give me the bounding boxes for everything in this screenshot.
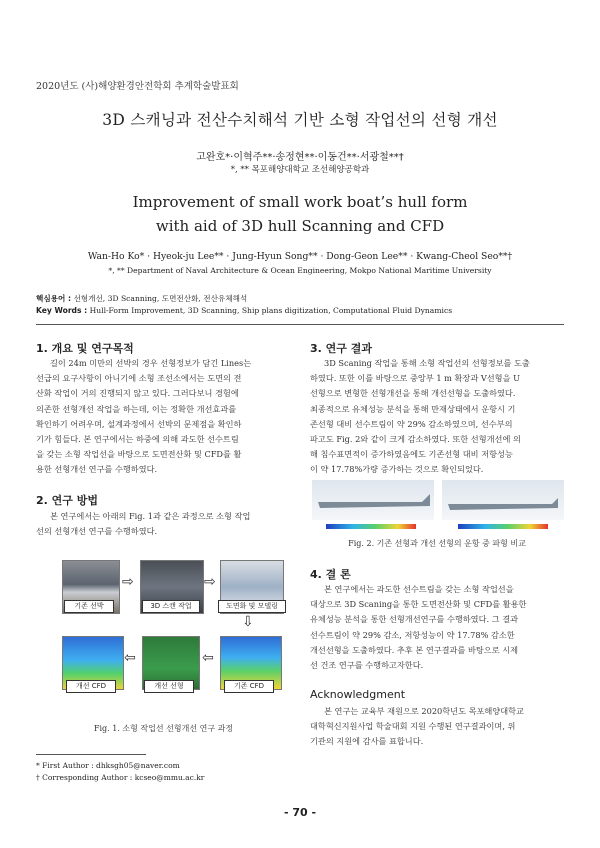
footnote-corresponding-author: † Corresponding Author : kcseo@mmu.ac.kr [36, 773, 205, 782]
text-line: 용한 선형개선 연구를 수행하였다. [36, 464, 158, 475]
improved-hull-wave [442, 480, 564, 520]
acknowledgment-heading: Acknowledgment [310, 688, 406, 701]
arrow-left-icon: ⇦ [124, 650, 136, 666]
section1-heading: 1. 개요 및 연구목적 [36, 342, 134, 355]
text-line: 본 연구에서는 아래의 Fig. 1과 같은 과정으로 소형 작업 [50, 511, 251, 521]
authors-english: Wan-Ho Ko* · Hyeok-ju Lee** · Jung-Hyun Song** · Dong-Geon Lee** · Kwang-Cheol Seo**† [87, 251, 513, 262]
authors-korean: 고완호*·이혁주**·송정현**·이동건**·서광철**† [196, 152, 404, 163]
text-line: 선수트림이 약 29% 감소, 저항성능이 약 17.78% 감소한 [310, 629, 515, 640]
text-line: 개선선형을 도출하였다. 추후 본 연구결과를 바탕으로 시제 [310, 644, 519, 655]
text-line: 선급의 요구사항이 아니기에 소형 조선소에서는 도면의 전 [36, 373, 242, 384]
keywords-korean-text: 선형개선, 3D Scanning, 도면전산화, 전산유체해석 [73, 294, 248, 303]
text-line: 대상으로 3D Scaning을 통한 도면전산화 및 CFD를 활용한 [310, 599, 527, 610]
footnote-first-author: * First Author : dhksgh05@naver.com [36, 761, 180, 770]
arrow-left-icon: ⇦ [202, 650, 214, 666]
acknowledgment-body [310, 704, 564, 750]
arrow-right-icon: ⇨ [204, 574, 216, 590]
text-line: 본 연구는 교육부 재원으로 2020학년도 목포해양대학교 [324, 706, 524, 716]
text-line: 3D Scaning 작업을 통해 소형 작업선의 선형정보를 도출 [324, 358, 530, 368]
arrow-down-icon: ⇩ [242, 614, 254, 630]
text-line: 길이 24m 미만의 선박의 경우 선형정보가 담긴 Lines는 [50, 358, 252, 368]
title-korean: 3D 스캐닝과 전산수치해석 기반 소형 작업선의 선형 개선 [102, 111, 498, 129]
text-line: 본 연구에서는 과도한 선수트림을 갖는 소형 작업선을 [324, 584, 514, 594]
text-line: 이 약 17.78%가량 증가하는 것으로 확인되었다. [310, 464, 484, 475]
keywords-korean [36, 293, 247, 304]
text-line: 확인하기 어려우며, 설계과정에서 선박의 문제점을 확인하 [36, 418, 242, 429]
figure2 [312, 480, 564, 534]
footnote-divider [36, 754, 146, 755]
keywords-english-text: Hull-Form Improvement, 3D Scanning, Ship plans digitization, Computational Fluid Dynamics [89, 306, 453, 315]
wave-pattern-comparison [312, 480, 564, 534]
text-line: 하였다. 또한 이를 바탕으로 중앙부 1 m 확장과 V선형을 U [310, 373, 520, 384]
title-english [0, 190, 600, 238]
fig1-label-improved-cfd: 개선 CFD [66, 680, 116, 693]
text-line: 기관의 지원에 감사를 표합니다. [310, 736, 424, 747]
section3-heading: 3. 연구 결과 [310, 342, 372, 355]
section1-body [36, 356, 291, 478]
section2-heading: 2. 연구 방법 [36, 494, 98, 507]
text-line: 최종적으로 유체성능 분석을 통해 만재상태에서 운항시 기 [310, 403, 516, 414]
text-line: 선 건조 연구를 수행하고자한다. [310, 660, 424, 671]
fig1-label-improved-hull: 개선 선형 [144, 680, 194, 693]
section4-body [310, 582, 564, 673]
title-english-line2: with aid of 3D hull Scanning and CFD [155, 217, 445, 235]
figure2-caption: Fig. 2. 기존 선형과 개선 선형의 운항 중 파형 비교 [348, 539, 526, 548]
section2-body [36, 509, 291, 539]
section4-heading: 4. 결 론 [310, 568, 351, 581]
text-line: 기가 힘들다. 본 연구에서는 하중에 의해 과도한 선수트림 [36, 434, 239, 445]
page-number: - 70 - [283, 806, 317, 819]
figure1 [62, 560, 282, 715]
keywords-english [36, 306, 452, 315]
text-line: 을 갖는 소형 작업선을 바탕으로 도면전산화 및 CFD를 활 [36, 449, 242, 460]
colorbar-improved [458, 524, 548, 529]
title-english-line1: Improvement of small work boat’s hull form [132, 193, 468, 211]
text-line: 선형으로 변형한 선형개선을 통해 개선선형을 도출하였다. [310, 388, 516, 399]
text-line: 유체성능 분석을 통한 선형개선연구를 수행하였다. 그 결과 [310, 614, 519, 625]
section3-body [310, 356, 564, 478]
conference-header: 2020년도 (사)해양환경안전학회 추계학술발표회 [36, 81, 239, 92]
text-line: 해 침수표면적이 증가하였음에도 기존선형 대비 저항성능 [310, 449, 513, 460]
affiliation-korean: *, ** 목포해양대학교 조선해양공학과 [230, 165, 370, 175]
keywords-english-label: Key Words : [36, 306, 88, 315]
text-line: 존선형 대비 선수트림이 약 29% 감소하였으며, 선수부의 [310, 418, 513, 429]
fig1-label-existing-cfd: 기존 CFD [224, 680, 274, 693]
colorbar-existing [326, 524, 416, 529]
existing-hull-wave [312, 480, 434, 520]
arrow-right-icon: ⇨ [122, 574, 134, 590]
divider [36, 324, 564, 325]
fig1-label-3d-scan: 3D 스캔 작업 [142, 600, 200, 613]
text-line: 산화 작업이 거의 진행되지 않고 있다. 그러다보니 경험에 [36, 388, 239, 399]
text-line: 선의 선형개선 연구를 수행하였다. [36, 526, 158, 537]
fig1-label-existing-ship: 기존 선박 [64, 600, 114, 613]
figure1-caption: Fig. 1. 소형 작업선 선형개선 연구 과정 [93, 724, 234, 733]
footnotes [36, 760, 204, 784]
text-line: 파고도 Fig. 2와 같이 크게 감소하였다. 또한 선형개선에 의 [310, 434, 521, 445]
text-line: 대학혁신지원사업 학술대회 지원 수행된 연구결과이며, 위 [310, 721, 516, 732]
affiliation-english: *, ** Department of Naval Architecture & Ocean Engineering, Mokpo National Maritime University [108, 266, 492, 275]
keywords-korean-label: 핵심용어 : [36, 294, 72, 303]
text-line: 의존한 선형개선 작업을 하는데, 이는 정확한 개선효과를 [36, 403, 237, 414]
fig1-label-drawing-modeling: 도면화 및 모델링 [218, 600, 286, 613]
